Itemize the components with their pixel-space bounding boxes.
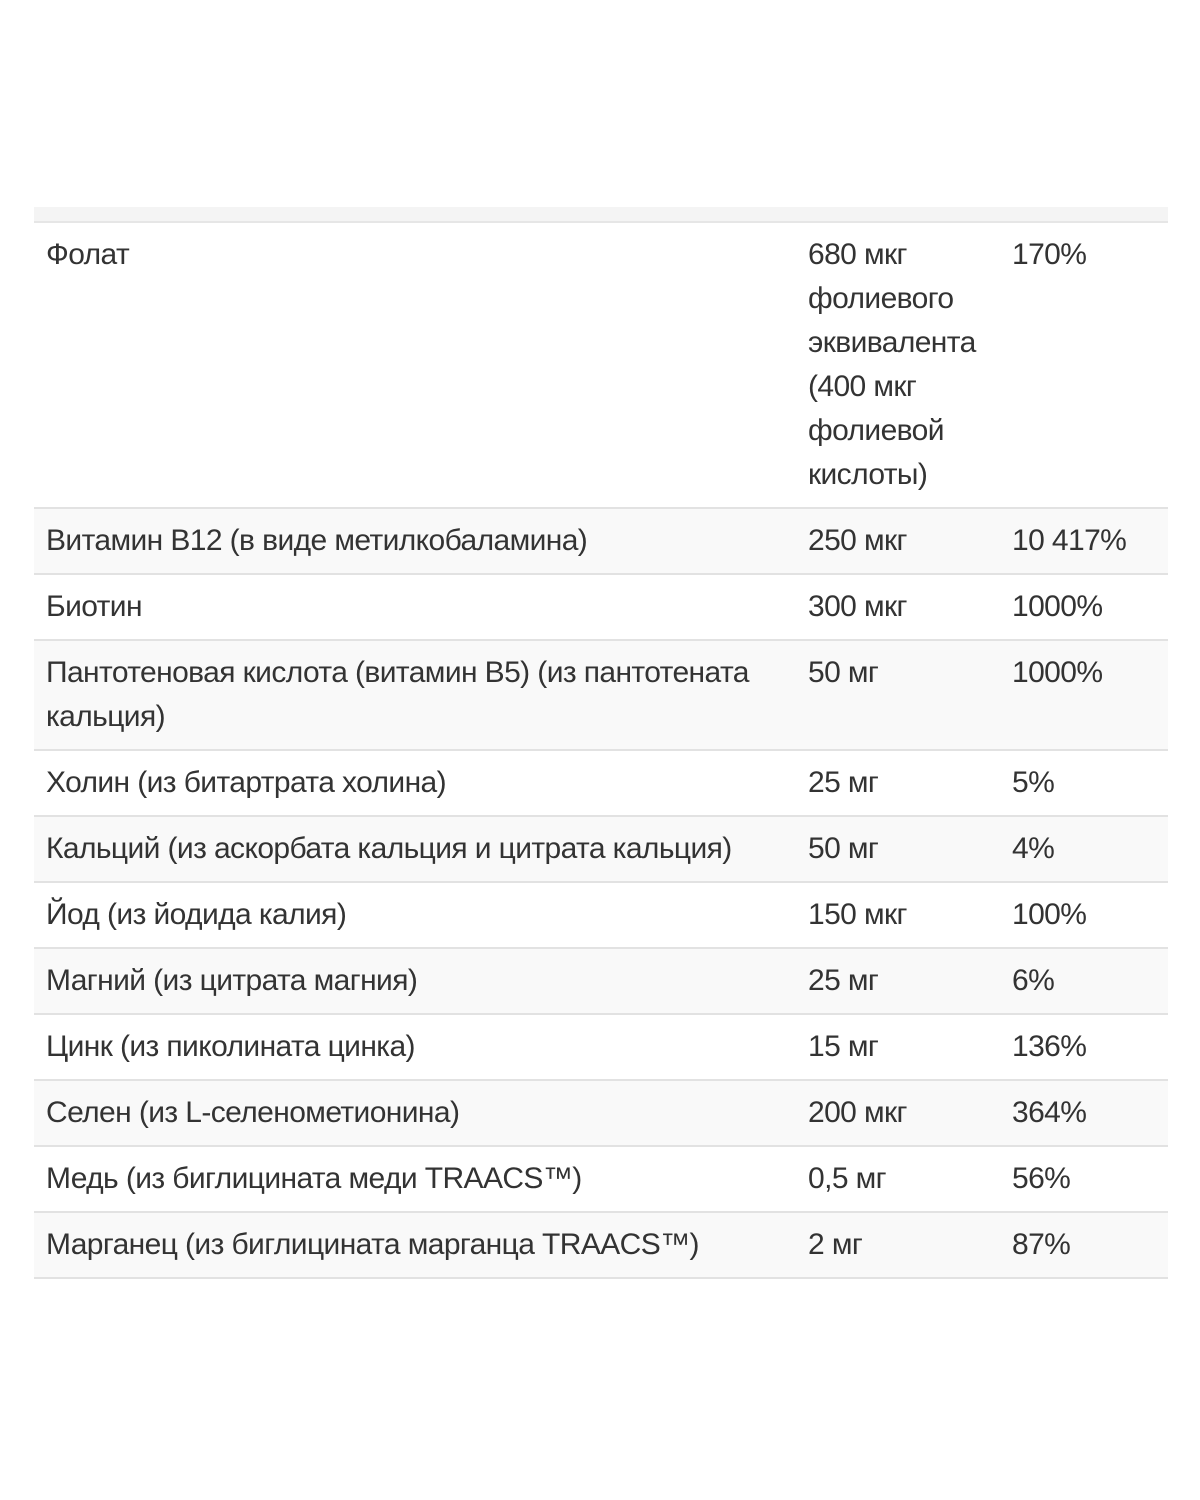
daily-value-percent: 10 417% — [1000, 508, 1168, 574]
table-row — [34, 508, 1168, 574]
nutrient-name: Кальций (из аскорбата кальция и цитрата кальция) — [34, 816, 796, 882]
table-row — [34, 574, 1168, 640]
daily-value-percent: 170% — [1000, 223, 1168, 508]
nutrient-amount: 2 мг — [796, 1212, 1000, 1278]
daily-value-percent: 1000% — [1000, 640, 1168, 750]
nutrient-amount: 50 мг — [796, 640, 1000, 750]
table-row — [34, 223, 1168, 508]
table-row — [34, 1212, 1168, 1278]
nutrient-amount: 25 мг — [796, 750, 1000, 816]
nutrient-name: Фолат — [34, 223, 796, 508]
nutrient-table — [34, 223, 1168, 1279]
daily-value-percent: 4% — [1000, 816, 1168, 882]
supplement-facts-table — [34, 207, 1168, 1279]
nutrient-name: Цинк (из пиколината цинка) — [34, 1014, 796, 1080]
table-row — [34, 816, 1168, 882]
daily-value-percent: 1000% — [1000, 574, 1168, 640]
nutrient-amount: 25 мг — [796, 948, 1000, 1014]
nutrient-amount: 50 мг — [796, 816, 1000, 882]
table-row — [34, 1080, 1168, 1146]
table-row — [34, 1014, 1168, 1080]
nutrient-amount: 0,5 мг — [796, 1146, 1000, 1212]
daily-value-percent: 136% — [1000, 1014, 1168, 1080]
nutrient-name: Селен (из L-селенометионина) — [34, 1080, 796, 1146]
table-row — [34, 640, 1168, 750]
nutrient-name: Йод (из йодида калия) — [34, 882, 796, 948]
nutrient-name: Витамин B12 (в виде метилкобаламина) — [34, 508, 796, 574]
daily-value-percent: 56% — [1000, 1146, 1168, 1212]
nutrient-amount: 15 мг — [796, 1014, 1000, 1080]
nutrient-name: Холин (из битартрата холина) — [34, 750, 796, 816]
nutrient-amount: 200 мкг — [796, 1080, 1000, 1146]
daily-value-percent: 6% — [1000, 948, 1168, 1014]
nutrient-amount: 680 мкг фолиевого эквивалента (400 мкг фолиевой кислоты) — [796, 223, 1000, 508]
nutrient-name: Биотин — [34, 574, 796, 640]
daily-value-percent: 100% — [1000, 882, 1168, 948]
daily-value-percent: 364% — [1000, 1080, 1168, 1146]
table-row — [34, 1146, 1168, 1212]
table-row — [34, 948, 1168, 1014]
table-row — [34, 750, 1168, 816]
daily-value-percent: 5% — [1000, 750, 1168, 816]
daily-value-percent: 87% — [1000, 1212, 1168, 1278]
nutrient-amount: 250 мкг — [796, 508, 1000, 574]
nutrient-name: Марганец (из биглицината марганца TRAACS™) — [34, 1212, 796, 1278]
table-top-border — [34, 207, 1168, 223]
nutrient-name: Магний (из цитрата магния) — [34, 948, 796, 1014]
nutrient-amount: 150 мкг — [796, 882, 1000, 948]
nutrient-name: Пантотеновая кислота (витамин B5) (из пантотената кальция) — [34, 640, 796, 750]
nutrient-amount: 300 мкг — [796, 574, 1000, 640]
nutrient-name: Медь (из биглицината меди TRAACS™) — [34, 1146, 796, 1212]
table-row — [34, 882, 1168, 948]
